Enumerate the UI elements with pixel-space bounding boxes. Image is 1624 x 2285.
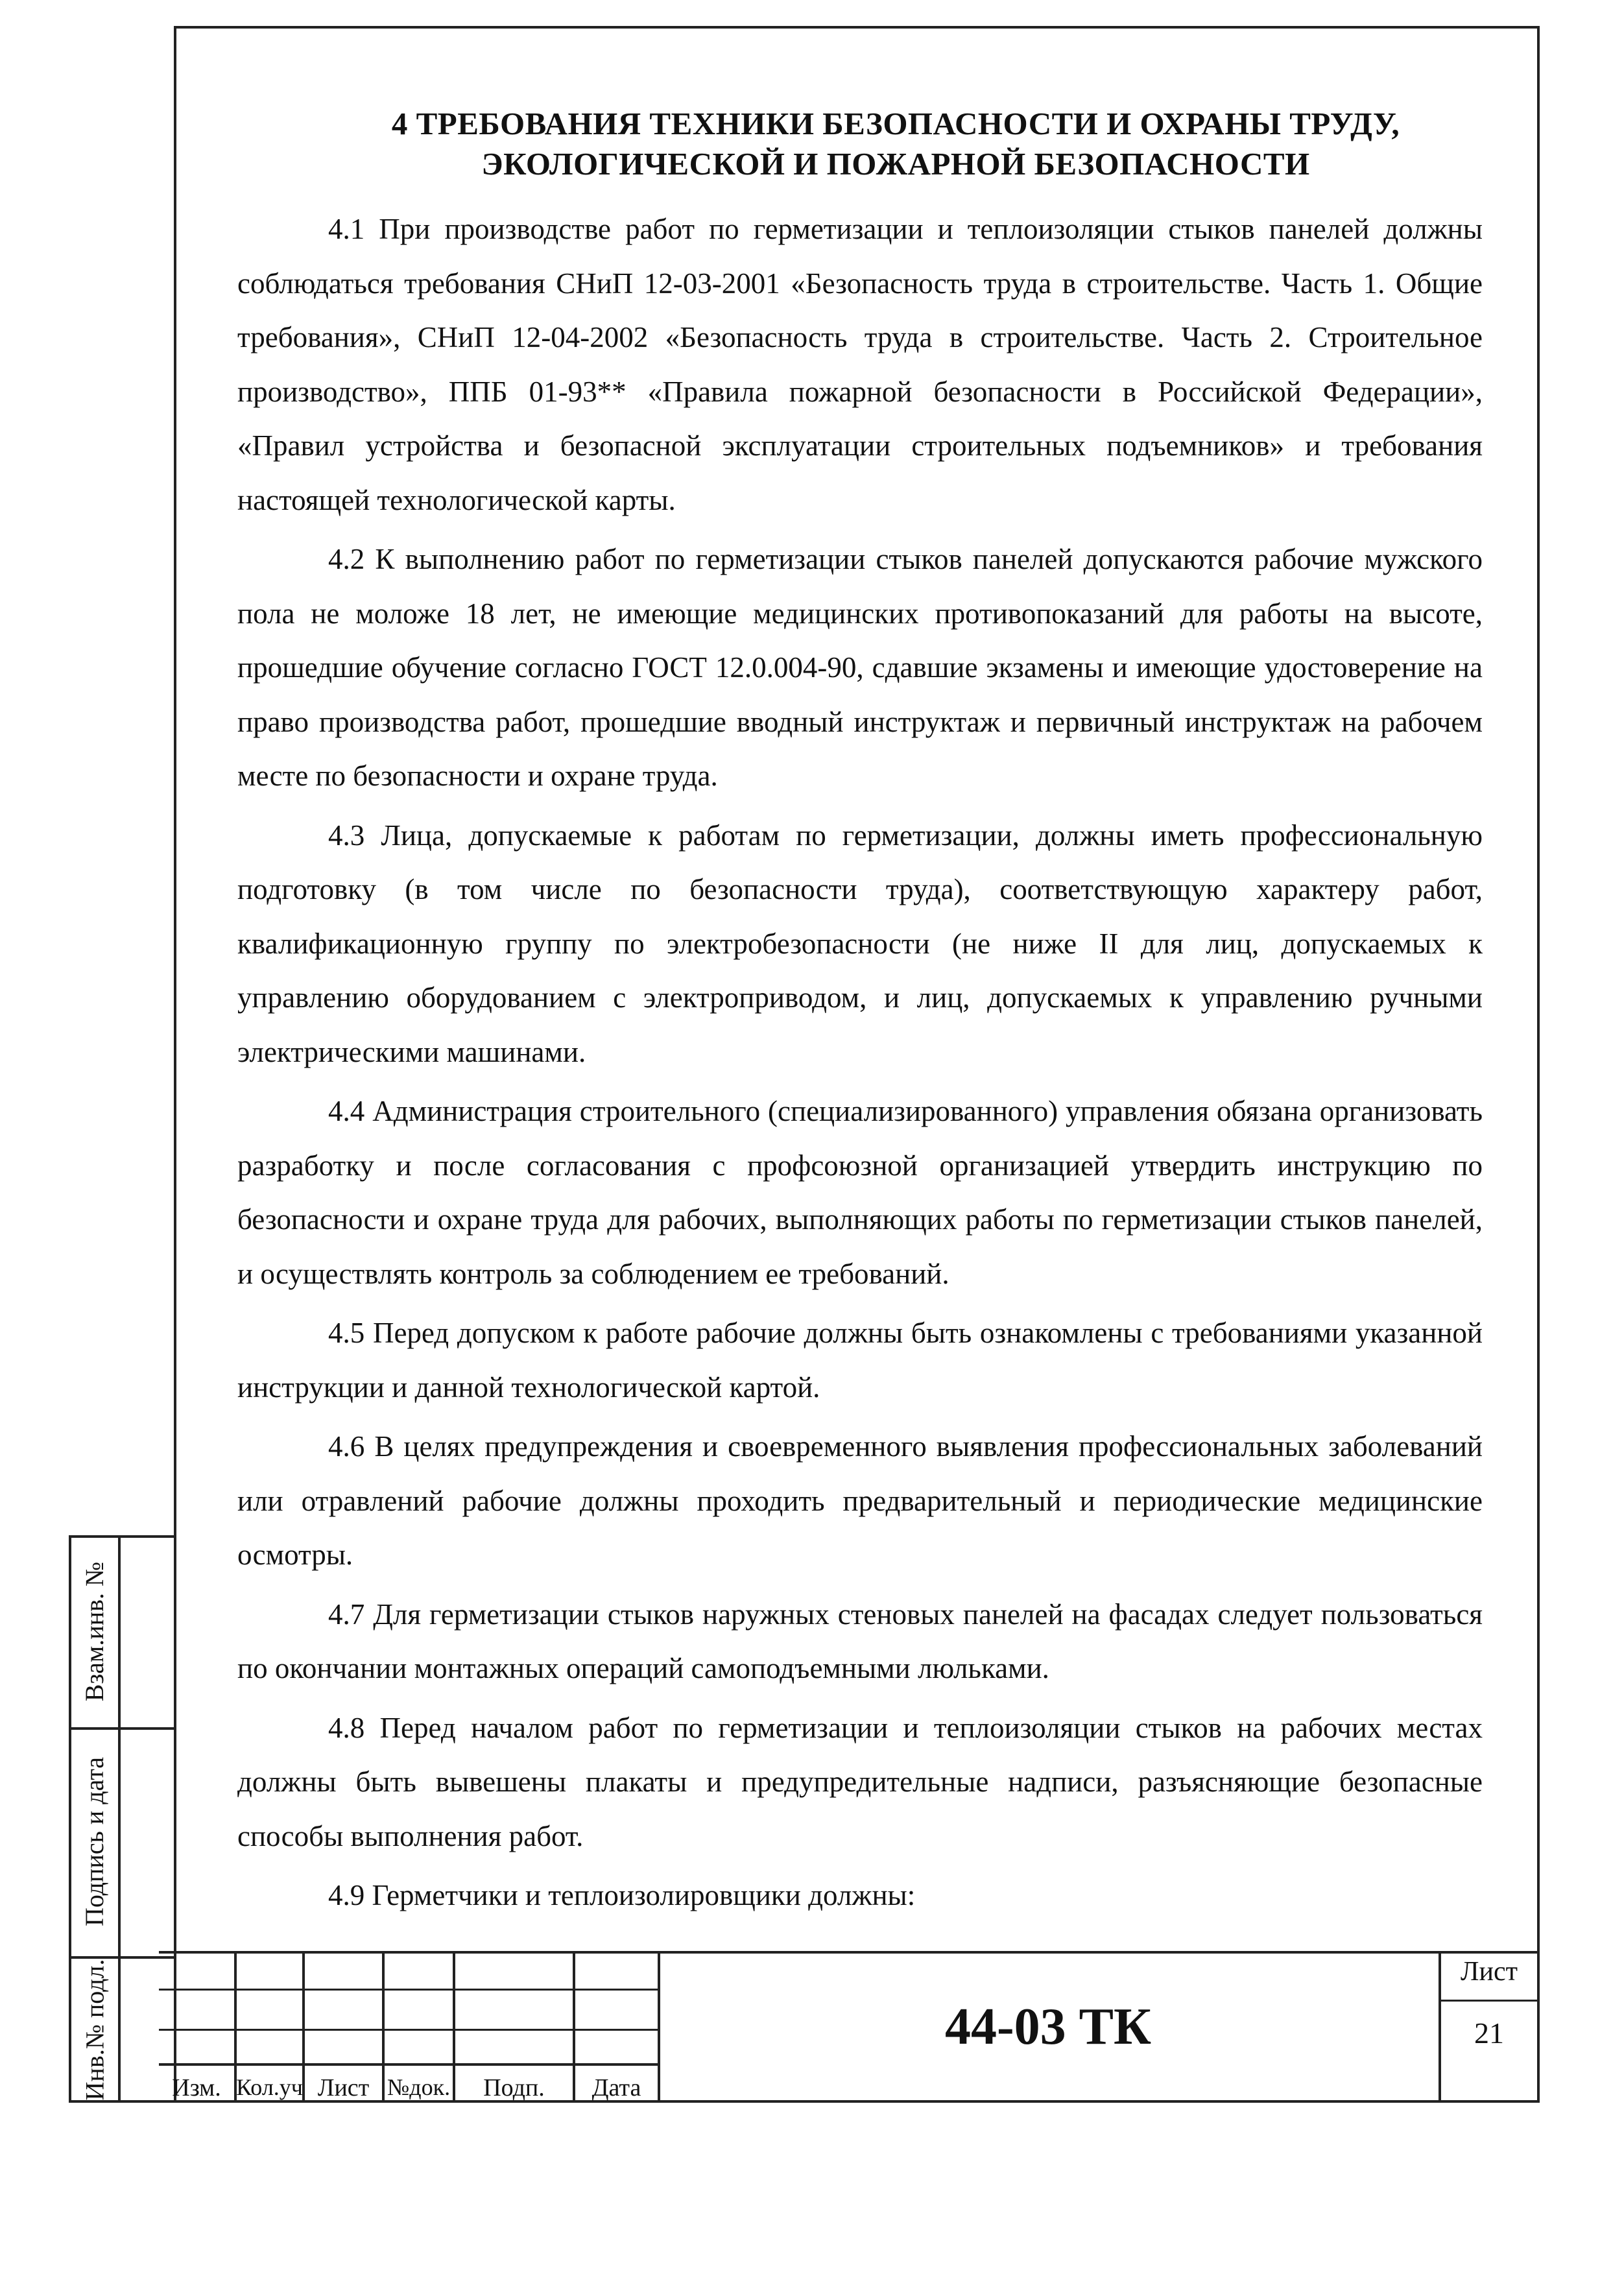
section-heading (174, 104, 1540, 184)
paragraph-4-1: 4.1 При производстве работ по герметизации и теплоизоляции стыков панелей должны соблюдаться требования СНиП 12-03-2001 «Безопасность труда в строительстве. Часть 1. Общие требования», СНиП 12-04-2002 «Безопасность труда в строительстве. Часть 2. Строительное производство», ППБ 01-93** «Правила пожарной безопасности в Российской Федерации», «Правил устройства и безопасной эксплуатации строительных подъемников» и требования настоящей технологической карты. (237, 213, 1483, 516)
col-label-list: Лист (317, 2074, 370, 2101)
paragraph-4-3: 4.3 Лица, допускаемые к работам по герметизации, должны иметь профессиональную подготовку (в том числе по безопасности труда), соответствующую характеру работ, квалификационную группу по электробезопасности (не ниже II для лиц, допускаемых к управлению оборудованием с электроприводом, и лиц, допускаемых к управлению ручными электрическими машинами. (237, 819, 1483, 1068)
heading-line-2: ЭКОЛОГИЧЕСКОЙ И ПОЖАРНОЙ БЕЗОПАСНОСТИ (481, 146, 1310, 182)
paragraph-4-9: 4.9 Герметчики и теплоизолировщики должны: (328, 1879, 916, 1911)
paragraph-4-6: 4.6 В целях предупреждения и своевременного выявления профессиональных заболеваний или отравлений рабочие должны проходить предварительный и периодические медицинские осмотры. (237, 1430, 1483, 1571)
sheet-number: 21 (1474, 2016, 1504, 2050)
document-code: 44-03 ТК (944, 1998, 1151, 2055)
sheet-cell-rule (1439, 2000, 1540, 2002)
paragraph-4-4: 4.4 Администрация строительного (специализированного) управления обязана организовать разработку и после согласования с профсоюзной организацией утвердить инструкцию по безопасности и охране труда для рабочих, выполняющих работы по герметизации стыков панелей, и осуществлять контроль за соблюдением ее требований. (237, 1095, 1483, 1290)
heading-line-1: 4 ТРЕБОВАНИЯ ТЕХНИКИ БЕЗОПАСНОСТИ И ОХРАНЫ ТРУДУ, (391, 106, 1400, 141)
replace-inv-cell (69, 1535, 121, 1727)
inv-original-label: Инв.№ подл. (80, 1959, 110, 2100)
replace-inv-label: Взам.инв. № (80, 1561, 110, 1701)
binding-strip (69, 1535, 174, 2103)
signature-date-label: Подпись и дата (80, 1756, 110, 1927)
col-label-podp: Подп. (483, 2074, 545, 2101)
paragraph-4-7: 4.7 Для герметизации стыков наружных стеновых панелей на фасадах следует пользоваться по окончании монтажных операций самоподъемными люльками. (237, 1597, 1483, 1684)
col-label-kol: Кол.уч (236, 2074, 303, 2100)
col-label-ndok: №док. (387, 2074, 451, 2100)
inv-original-cell (69, 1956, 121, 2103)
paragraph-4-8: 4.8 Перед началом работ по герметизации и теплоизоляции стыков на рабочих местах должны быть вывешены плакаты и предупредительные надписи, разъясняющие безопасные способы выполнения работ. (237, 1711, 1483, 1852)
col-label-izm: Изм. (172, 2074, 221, 2101)
title-block (159, 1951, 1540, 2103)
col-label-data: Дата (591, 2074, 641, 2101)
sheet-label: Лист (1461, 1957, 1518, 1987)
paragraph-4-5: 4.5 Перед допуском к работе рабочие должны быть ознакомлены с требованиями указанной инструкции и данной технологической картой. (237, 1317, 1483, 1404)
document-body (237, 202, 1483, 1928)
paragraph-4-2: 4.2 К выполнению работ по герметизации стыков панелей допускаются рабочие мужского пола не моложе 18 лет, не имеющие медицинских противопоказаний для работы на высоте, прошедшие обучение согласно ГОСТ 12.0.004-90, сдавшие экзамены и имеющие удостоверение на право производства работ, прошедшие вводный инструктаж и первичный инструктаж на рабочем месте по безопасности и охране труда. (237, 543, 1483, 792)
signature-date-cell (69, 1727, 121, 1956)
